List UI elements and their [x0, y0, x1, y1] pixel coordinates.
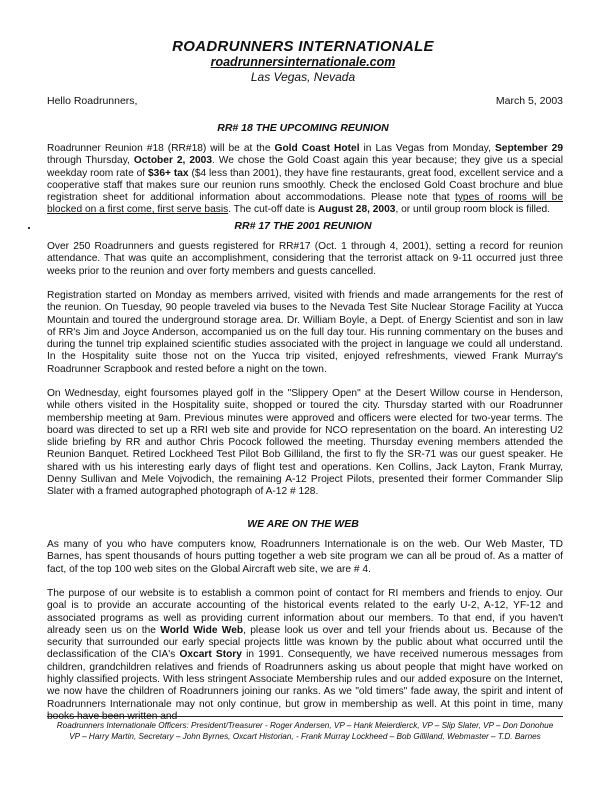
- paragraph-upcoming-reunion: Roadrunner Reunion #18 (RR#18) will be at the Gold Coast Hotel in Las Vegas from Monday, September 29 through Thursday, October 2, 2003. We chose the Gold Coast again this year because; they give us a special weekday room rate of $36+ tax ($4 less than 2001), they have fine restaurants, great food, excellent service and a cooperative staff that makes sure our reunion runs smoothly. Check the enclosed Gold Coast brochure and blue registration sheet for additional information about accommodations. Please note that types of rooms will be blocked on a first come, first serve basis. The cut-off date is August 28, 2003, or until group room block is filled.: [47, 143, 564, 216]
- paragraph-web-intro: As many of you who have computers know, Roadrunners Internationale is on the web. Our Web Master, TD Barnes, has spent thousands of hours putting together a web site program we can all be proud of. As a matter of fact, of the top 100 web sites on the Global Aircraft web site, we are # 4.: [47, 539, 563, 575]
- paragraph-web-purpose: The purpose of our website is to establish a common point of contact for RI members and friends to enjoy. Our goal is to provide an accurate accounting of the historical events related to the early U-2, A-12, YF-12 and associated programs as well as providing current information about our members. To that end, if you haven't already seen us on the World Wide Web, please look us over and tell your friends about us. Because of the security that surrounded our early special projects little was known by the public about what occurred until the declassification of the CIA's Oxcart Story in 1991. Consequently, we have received numerous messages from children, grandchildren relatives and friends of Roadrunners asking us about people that might have worked on highly classified projects. With less stringent Associate Membership rules and our added exposure on the Internet, we now have the children of Roadrunners joining our ranks. As we "old timers" fade away, the spirit and intent of Roadrunners Internationale may not only continue, but grow in membership as well. At this point in time, many books have been written and: [47, 588, 564, 722]
- section-heading-2001-reunion: RR# 17 THE 2001 REUNION: [234, 220, 372, 232]
- footer-divider: [47, 716, 563, 717]
- officers-line-2: VP – Harry Martin, Secretary – John Byrnes, Oxcart Historian, - Frank Murray Lockheed – Bob Gilliland, Webmaster – T.D. Barnes: [69, 732, 541, 741]
- paragraph-2001-attendance: Over 250 Roadrunners and guests registered for RR#17 (Oct. 1 through 4, 2001), setting a record for reunion attendance. That was quite an accomplishment, considering that the terrorist attack on 9-11 occurred just three weeks prior to the reunion and over forty members and guests cancelled.: [47, 241, 563, 277]
- section-heading-on-the-web: WE ARE ON THE WEB: [247, 518, 359, 530]
- org-title: ROADRUNNERS INTERNATIONALE: [172, 38, 434, 55]
- officers-footer: [47, 720, 563, 742]
- paragraph-2001-tuesday: Registration started on Monday as members arrived, visited with friends and made arrangements for the rest of the reunion. On Tuesday, 90 people traveled via buses to the Nevada Test Site Nuclear Storage Facility at Yucca Mountain and toured the underground storage area. Dr. William Boyle, a Dept. of Energy Scientist and son in law of RR's Jim and Joyce Anderson, accompanied us on the full day tour. His running commentary on the buses and during the tunnel trip explained scientific studies associated with the project in language we could all understand. In the Hospitality suite those not on the Yucca trip visited, enjoyed refreshments, viewed Frank Murray's Roadrunner Scrapbook and rested before a night on the town.: [47, 290, 563, 375]
- section-heading-upcoming-reunion: RR# 18 THE UPCOMING REUNION: [217, 122, 389, 134]
- greeting: Hello Roadrunners,: [47, 95, 138, 107]
- paragraph-2001-wednesday-thursday: On Wednesday, eight foursomes played golf in the "Slippery Open" at the Desert Willow course in Henderson, while others visited in the Hospitality suite, shopped or toured the city. Thursday started with our Roadrunner membership meeting at 9am. Previous minutes were approved and officers were elected for two-year terms. The board was directed to set up a RRI web site and provide for NCO representation on the board. An interesting U2 slide briefing by RR and author Chris Pocock followed the meeting. Thursday evening members attended the Reunion Banquet. Retired Lockheed Test Pilot Bob Gilliland, the first to fly the SR-71 was our guest speaker. He shared with us his interesting early days of flight test and operations. Ken Collins, Jack Layton, Frank Murray, Denny Sullivan and Mele Vojvodich, the remaining A-12 Project Pilots, presented their former Commander Slip Slater with a framed autographed photograph of A-12 # 128.: [47, 388, 563, 498]
- org-website-link[interactable]: roadrunnersinternationale.com: [210, 55, 396, 69]
- letter-date: March 5, 2003: [495, 95, 563, 107]
- org-location: Las Vegas, Nevada: [250, 70, 356, 84]
- officers-line-1: Roadrunners Internationale Officers: President/Treasurer - Roger Andersen, VP – Hank Meierdierck, VP – Slip Slater, VP – Don Donohue: [56, 721, 554, 730]
